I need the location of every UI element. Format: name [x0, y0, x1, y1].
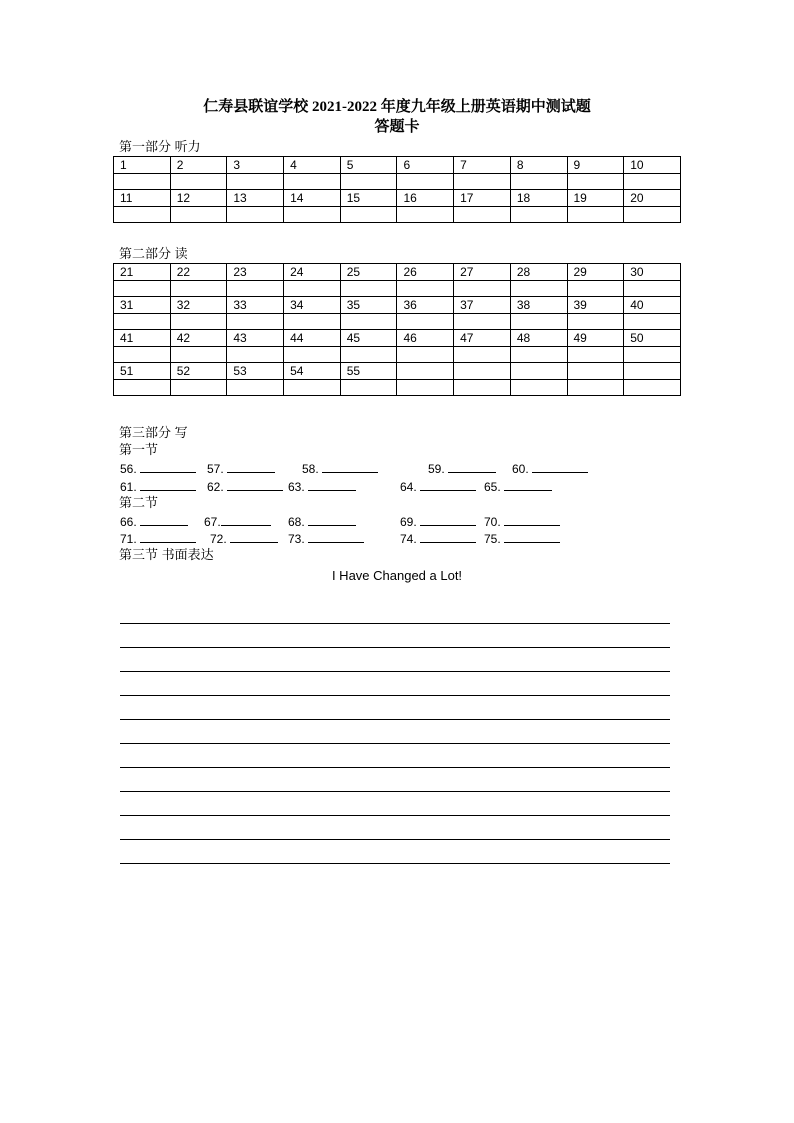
- answer-cell[interactable]: [510, 347, 567, 363]
- question-number-cell: 16: [397, 190, 454, 207]
- answer-cell[interactable]: [284, 380, 341, 396]
- question-number-cell: 14: [284, 190, 341, 207]
- answer-cell[interactable]: [284, 281, 341, 297]
- answer-cell[interactable]: [567, 314, 624, 330]
- answer-cell[interactable]: [397, 281, 454, 297]
- question-number-cell: [567, 363, 624, 380]
- question-number-cell: [397, 363, 454, 380]
- answer-cell[interactable]: [510, 174, 567, 190]
- question-number-cell: 29: [567, 264, 624, 281]
- answer-cell[interactable]: [567, 174, 624, 190]
- answer-cell[interactable]: [567, 380, 624, 396]
- answer-blank[interactable]: [140, 531, 196, 543]
- answer-cell[interactable]: [454, 281, 511, 297]
- answer-cell[interactable]: [567, 207, 624, 223]
- answer-blank[interactable]: [308, 531, 364, 543]
- question-number-cell: 55: [340, 363, 397, 380]
- answer-cell[interactable]: [454, 347, 511, 363]
- question-number-cell: 28: [510, 264, 567, 281]
- question-number-cell: 50: [624, 330, 681, 347]
- grid-row: [114, 190, 681, 207]
- question-number-cell: 1: [114, 157, 171, 174]
- question-number-cell: 33: [227, 297, 284, 314]
- question-number-cell: 24: [284, 264, 341, 281]
- question-number-cell: 37: [454, 297, 511, 314]
- question-number-cell: 18: [510, 190, 567, 207]
- answer-cell[interactable]: [454, 314, 511, 330]
- question-number-cell: 3: [227, 157, 284, 174]
- question-number-cell: 4: [284, 157, 341, 174]
- answer-cell[interactable]: [454, 380, 511, 396]
- part2-answer-grid: [113, 263, 681, 396]
- question-number-cell: [454, 363, 511, 380]
- answer-cell[interactable]: [114, 347, 171, 363]
- answer-cell[interactable]: [397, 207, 454, 223]
- question-number: 57.: [207, 462, 224, 476]
- grid-row: [114, 363, 681, 380]
- question-number: 73.: [288, 532, 305, 546]
- answer-cell[interactable]: [340, 380, 397, 396]
- answer-cell[interactable]: [454, 207, 511, 223]
- writing-line[interactable]: [120, 671, 670, 672]
- question-number-cell: 46: [397, 330, 454, 347]
- answer-cell[interactable]: [624, 314, 681, 330]
- question-number: 61.: [120, 480, 137, 494]
- question-number-cell: 47: [454, 330, 511, 347]
- page-subtitle: 答题卡: [374, 119, 420, 135]
- writing-line[interactable]: [120, 719, 670, 720]
- question-number-cell: 2: [170, 157, 227, 174]
- question-number: 64.: [400, 480, 417, 494]
- question-number: 69.: [400, 515, 417, 529]
- answer-cell[interactable]: [227, 380, 284, 396]
- writing-line[interactable]: [120, 743, 670, 744]
- answer-cell[interactable]: [114, 207, 171, 223]
- answer-cell[interactable]: [510, 281, 567, 297]
- question-number-cell: 21: [114, 264, 171, 281]
- answer-cell[interactable]: [170, 380, 227, 396]
- answer-blank[interactable]: [504, 514, 560, 526]
- question-number-cell: 7: [454, 157, 511, 174]
- answer-cell[interactable]: [170, 281, 227, 297]
- question-number-cell: 31: [114, 297, 171, 314]
- writing-line[interactable]: [120, 815, 670, 816]
- answer-cell[interactable]: [567, 347, 624, 363]
- answer-blank[interactable]: [420, 479, 476, 491]
- answer-cell[interactable]: [624, 347, 681, 363]
- answer-cell[interactable]: [227, 347, 284, 363]
- grid-row: [114, 157, 681, 174]
- question-number: 62.: [207, 480, 224, 494]
- question-number: 58.: [302, 462, 319, 476]
- writing-line[interactable]: [120, 767, 670, 768]
- answer-cell[interactable]: [170, 347, 227, 363]
- part3-label: 第三部分 写: [119, 425, 188, 440]
- section3-label: 第三节 书面表达: [119, 547, 214, 562]
- answer-cell[interactable]: [284, 174, 341, 190]
- writing-line[interactable]: [120, 647, 670, 648]
- question-number-cell: 6: [397, 157, 454, 174]
- question-number: 70.: [484, 515, 501, 529]
- answer-cell[interactable]: [284, 314, 341, 330]
- answer-cell[interactable]: [510, 207, 567, 223]
- question-number-cell: 19: [567, 190, 624, 207]
- grid-row: [114, 380, 681, 396]
- question-number-cell: 36: [397, 297, 454, 314]
- answer-blank[interactable]: [140, 479, 196, 491]
- question-number-cell: 10: [624, 157, 681, 174]
- question-number: 60.: [512, 462, 529, 476]
- writing-line[interactable]: [120, 863, 670, 864]
- question-number-cell: 20: [624, 190, 681, 207]
- answer-cell[interactable]: [397, 380, 454, 396]
- question-number-cell: 51: [114, 363, 171, 380]
- grid-row: [114, 297, 681, 314]
- answer-cell[interactable]: [284, 347, 341, 363]
- question-number-cell: 15: [340, 190, 397, 207]
- answer-blank[interactable]: [420, 531, 476, 543]
- grid-row: [114, 330, 681, 347]
- answer-cell[interactable]: [624, 281, 681, 297]
- part2-label: 第二部分 读: [119, 246, 188, 261]
- answer-blank[interactable]: [227, 461, 275, 473]
- grid-row: [114, 264, 681, 281]
- essay-title: I Have Changed a Lot!: [331, 568, 463, 583]
- question-number-cell: 8: [510, 157, 567, 174]
- grid-row: [114, 314, 681, 330]
- answer-cell[interactable]: [170, 207, 227, 223]
- question-number-cell: 40: [624, 297, 681, 314]
- answer-blank[interactable]: [140, 514, 188, 526]
- answer-blank[interactable]: [140, 461, 196, 473]
- question-number-cell: 41: [114, 330, 171, 347]
- answer-cell[interactable]: [454, 174, 511, 190]
- question-number: 72.: [210, 532, 227, 546]
- answer-blank[interactable]: [308, 479, 356, 491]
- question-number-cell: 48: [510, 330, 567, 347]
- answer-cell[interactable]: [397, 314, 454, 330]
- answer-cell[interactable]: [227, 174, 284, 190]
- question-number-cell: 42: [170, 330, 227, 347]
- writing-line[interactable]: [120, 839, 670, 840]
- answer-cell[interactable]: [340, 281, 397, 297]
- writing-line[interactable]: [120, 791, 670, 792]
- question-number-cell: 54: [284, 363, 341, 380]
- answer-cell[interactable]: [624, 380, 681, 396]
- question-number: 66.: [120, 515, 137, 529]
- question-number: 68.: [288, 515, 305, 529]
- question-number: 67.: [204, 515, 221, 529]
- question-number: 56.: [120, 462, 137, 476]
- answer-cell[interactable]: [170, 174, 227, 190]
- question-number-cell: 9: [567, 157, 624, 174]
- answer-blank[interactable]: [532, 461, 588, 473]
- question-number: 74.: [400, 532, 417, 546]
- answer-cell[interactable]: [510, 380, 567, 396]
- answer-cell[interactable]: [340, 314, 397, 330]
- answer-cell[interactable]: [114, 380, 171, 396]
- answer-blank[interactable]: [308, 514, 356, 526]
- answer-blank[interactable]: [230, 531, 278, 543]
- question-number-cell: 5: [340, 157, 397, 174]
- question-number-cell: 17: [454, 190, 511, 207]
- question-number-cell: 38: [510, 297, 567, 314]
- answer-blank[interactable]: [227, 479, 283, 491]
- question-number-cell: 34: [284, 297, 341, 314]
- question-number-cell: 44: [284, 330, 341, 347]
- writing-line[interactable]: [120, 623, 670, 624]
- grid-row: [114, 207, 681, 223]
- question-number-cell: 32: [170, 297, 227, 314]
- question-number-cell: 35: [340, 297, 397, 314]
- question-number-cell: 23: [227, 264, 284, 281]
- question-number: 59.: [428, 462, 445, 476]
- answer-cell[interactable]: [114, 314, 171, 330]
- answer-blank[interactable]: [420, 514, 476, 526]
- answer-cell[interactable]: [227, 207, 284, 223]
- answer-cell[interactable]: [397, 347, 454, 363]
- question-number: 71.: [120, 532, 137, 546]
- grid-row: [114, 347, 681, 363]
- question-number-cell: 53: [227, 363, 284, 380]
- part1-label: 第一部分 听力: [119, 139, 201, 154]
- question-number: 75.: [484, 532, 501, 546]
- answer-cell[interactable]: [227, 281, 284, 297]
- answer-cell[interactable]: [284, 207, 341, 223]
- answer-cell[interactable]: [114, 174, 171, 190]
- page-title: 仁寿县联谊学校 2021-2022 年度九年级上册英语期中测试题: [203, 99, 591, 115]
- question-number-cell: 52: [170, 363, 227, 380]
- answer-cell[interactable]: [340, 347, 397, 363]
- grid-row: [114, 174, 681, 190]
- answer-blank[interactable]: [448, 461, 496, 473]
- section2-label: 第二节: [119, 495, 159, 510]
- answer-blank[interactable]: [504, 531, 560, 543]
- section1-label: 第一节: [119, 442, 159, 457]
- answer-cell[interactable]: [567, 281, 624, 297]
- question-number-cell: 22: [170, 264, 227, 281]
- answer-cell[interactable]: [624, 207, 681, 223]
- question-number-cell: 13: [227, 190, 284, 207]
- answer-cell[interactable]: [114, 281, 171, 297]
- writing-line[interactable]: [120, 695, 670, 696]
- answer-blank[interactable]: [504, 479, 552, 491]
- question-number: 65.: [484, 480, 501, 494]
- question-number-cell: 12: [170, 190, 227, 207]
- question-number-cell: 27: [454, 264, 511, 281]
- question-number-cell: 30: [624, 264, 681, 281]
- question-number: 63.: [288, 480, 305, 494]
- answer-cell[interactable]: [340, 174, 397, 190]
- question-number-cell: 39: [567, 297, 624, 314]
- question-number-cell: 26: [397, 264, 454, 281]
- question-number-cell: 43: [227, 330, 284, 347]
- grid-row: [114, 281, 681, 297]
- part1-answer-grid: [113, 156, 681, 223]
- answer-cell[interactable]: [624, 174, 681, 190]
- question-number-cell: [624, 363, 681, 380]
- question-number-cell: 49: [567, 330, 624, 347]
- answer-blank[interactable]: [322, 461, 378, 473]
- question-number-cell: [510, 363, 567, 380]
- answer-blank[interactable]: [221, 514, 271, 526]
- answer-cell[interactable]: [170, 314, 227, 330]
- question-number-cell: 11: [114, 190, 171, 207]
- question-number-cell: 25: [340, 264, 397, 281]
- answer-cell[interactable]: [397, 174, 454, 190]
- question-number-cell: 45: [340, 330, 397, 347]
- answer-cell[interactable]: [510, 314, 567, 330]
- answer-cell[interactable]: [340, 207, 397, 223]
- answer-cell[interactable]: [227, 314, 284, 330]
